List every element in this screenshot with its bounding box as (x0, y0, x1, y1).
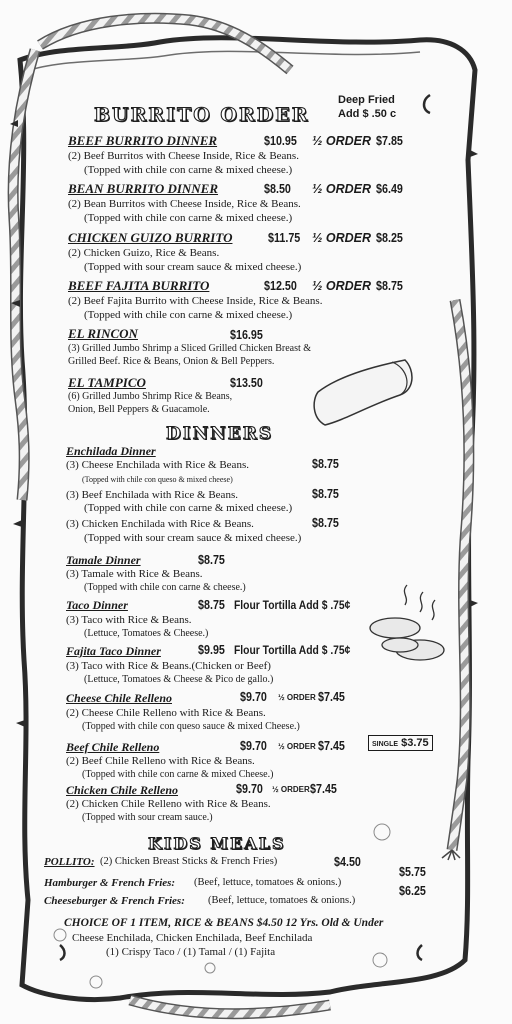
half-order-price: $7.45 (310, 782, 337, 796)
item-topping: (Lettuce, Tomatoes & Cheese & Pico de gallo.) (84, 674, 274, 685)
flour-tortilla-note: Flour Tortilla Add $ .75¢ (234, 598, 351, 612)
item-topping: (Topped with sour cream sauce & mixed cheese.) (84, 261, 302, 273)
item-name: Fajita Taco Dinner (66, 644, 161, 658)
item-description: (3) Grilled Jumbo Shrimp a Sliced Grilled Chicken Breast & (68, 343, 312, 354)
item-topping: (Topped with chile con carne & mixed cheese.) (84, 309, 293, 321)
item-name: Chicken Chile Relleno (66, 783, 179, 797)
item-name: CHICKEN GUIZO BURRITO (68, 230, 233, 245)
item-description: (2) Cheese Chile Relleno with Rice & Beans. (66, 707, 266, 719)
half-order-label: ½ ORDER (312, 182, 372, 196)
half-order-label: ½ ORDER (312, 279, 372, 293)
half-order-label: ½ ORDER (312, 134, 372, 148)
item-description: (2) Chicken Guizo, Rice & Beans. (68, 247, 220, 259)
item-description: (3) Taco with Rice & Beans. (66, 614, 192, 626)
item-description: (2) Beef Chile Relleno with Rice & Beans. (66, 755, 255, 767)
item-description: (Beef, lettuce, tomatoes & onions.) (208, 895, 356, 906)
item-name: Cheeseburger & French Fries: (44, 895, 185, 907)
item-description: (3) Cheese Enchilada with Rice & Beans. (66, 459, 249, 471)
item-price: $8.75 (198, 598, 225, 612)
item-topping: (Topped with chile con carne & mixed cheese.) (84, 502, 293, 514)
section-title-burrito-order: BURRITO ORDER (94, 104, 310, 126)
item-description: (2) Chicken Chile Relleno with Rice & Beans. (66, 798, 271, 810)
item-description: (2) Beef Fajita Burrito with Cheese Inside, Rice & Beans. (68, 295, 323, 307)
item-topping: (Topped with chile con carne & mixed cheese.) (84, 164, 293, 176)
item-price: $4.50 (334, 855, 361, 869)
item-topping: (Topped with chile con carne & mixed Cheese.) (82, 769, 274, 780)
single-label: SINGLE (372, 741, 399, 748)
item-price: $8.75 (312, 487, 339, 501)
item-price: $12.50 (264, 279, 297, 293)
half-order-label: ½ ORDER (278, 742, 316, 751)
item-name: EL RINCON (68, 326, 138, 341)
item-description-cont: Onion, Bell Peppers & Guacamole. (68, 404, 210, 415)
half-order-label: ½ ORDER (278, 693, 316, 702)
item-name: POLLITO: (44, 856, 95, 868)
section-title-kids-meals: KIDS MEALS (148, 834, 286, 853)
item-topping: (Topped with sour cream sauce.) (82, 812, 213, 823)
item-description: (6) Grilled Jumbo Shrimp Rice & Beans, (68, 391, 233, 402)
item-topping: (Topped with chile con carne & cheese.) (84, 582, 246, 593)
item-name: EL TAMPICO (68, 375, 146, 390)
item-topping: (Topped with chile con queso sauce & mixed Cheese.) (82, 721, 300, 732)
item-topping: (Lettuce, Tomatoes & Cheese.) (84, 628, 209, 639)
item-price: $8.75 (198, 553, 225, 567)
item-description: (3) Taco with Rice & Beans.(Chicken or Beef) (66, 660, 271, 672)
half-order-price: $8.75 (376, 279, 403, 293)
item-price: $5.75 (399, 865, 426, 879)
item-description: (2) Chicken Breast Sticks & French Fries) (100, 856, 278, 867)
item-name: BEEF BURRITO DINNER (68, 133, 218, 148)
item-price: $8.50 (264, 182, 291, 196)
half-order-price: $8.25 (376, 231, 403, 245)
item-description: (3) Beef Enchilada with Rice & Beans. (66, 489, 238, 501)
choice-options-cont: (1) Crispy Taco / (1) Tamal / (1) Fajita (106, 946, 276, 958)
item-price: $16.95 (230, 328, 263, 342)
item-name: BEEF FAJITA BURRITO (68, 278, 210, 293)
half-order-label: ½ ORDER (312, 231, 372, 245)
single-price: $3.75 (401, 737, 429, 749)
section-title-dinners: DINNERS (166, 424, 274, 444)
item-price: $10.95 (264, 134, 297, 148)
deep-fried-line: Deep Fried (338, 94, 395, 106)
enchilada-dinner-title: Enchilada Dinner (66, 444, 156, 458)
item-description-cont: Grilled Beef. Rice & Beans, Onion & Bell Peppers. (68, 356, 275, 367)
half-order-price: $6.49 (376, 182, 403, 196)
item-price: $6.25 (399, 884, 426, 898)
choice-options: Cheese Enchilada, Chicken Enchilada, Beef Enchilada (72, 932, 313, 944)
item-name: Tamale Dinner (66, 553, 141, 567)
item-price: $11.75 (268, 231, 301, 245)
deep-fried-price: Add $ .50 c (338, 108, 397, 120)
item-description: (2) Beef Burritos with Cheese Inside, Rice & Beans. (68, 150, 299, 162)
item-description: (3) Chicken Enchilada with Rice & Beans. (66, 518, 254, 530)
item-name: Hamburger & French Fries: (44, 877, 176, 889)
item-price: $13.50 (230, 376, 263, 390)
item-description: (2) Bean Burritos with Cheese Inside, Rice & Beans. (68, 198, 301, 210)
item-description: (Beef, lettuce, tomatoes & onions.) (194, 877, 342, 888)
item-price: $8.75 (312, 516, 339, 530)
item-price: $9.95 (198, 643, 225, 657)
item-name: BEAN BURRITO DINNER (68, 181, 219, 196)
item-topping: (Topped with sour cream sauce & mixed cheese.) (84, 532, 302, 544)
item-price: $8.75 (312, 457, 339, 471)
half-order-price: $7.45 (318, 739, 345, 753)
half-order-price: $7.45 (318, 690, 345, 704)
item-name: Taco Dinner (66, 598, 128, 612)
item-topping: (Topped with chile con queso & mixed cheese) (82, 475, 233, 484)
item-description: (3) Tamale with Rice & Beans. (66, 568, 203, 580)
item-price: $9.70 (240, 739, 267, 753)
item-price: $9.70 (240, 690, 267, 704)
flour-tortilla-note: Flour Tortilla Add $ .75¢ (234, 643, 351, 657)
choice-headline: CHOICE OF 1 ITEM, RICE & BEANS $4.50 12 Yrs. Old & Under (64, 917, 384, 929)
item-name: Cheese Chile Relleno (66, 691, 172, 705)
half-order-label: ½ ORDER (272, 785, 310, 794)
item-topping: (Topped with chile con carne & mixed cheese.) (84, 212, 293, 224)
half-order-price: $7.85 (376, 134, 403, 148)
single-relleno-price (368, 735, 433, 751)
item-price: $9.70 (236, 782, 263, 796)
item-name: Beef Chile Relleno (66, 740, 160, 754)
deep-fried-note (338, 93, 396, 121)
